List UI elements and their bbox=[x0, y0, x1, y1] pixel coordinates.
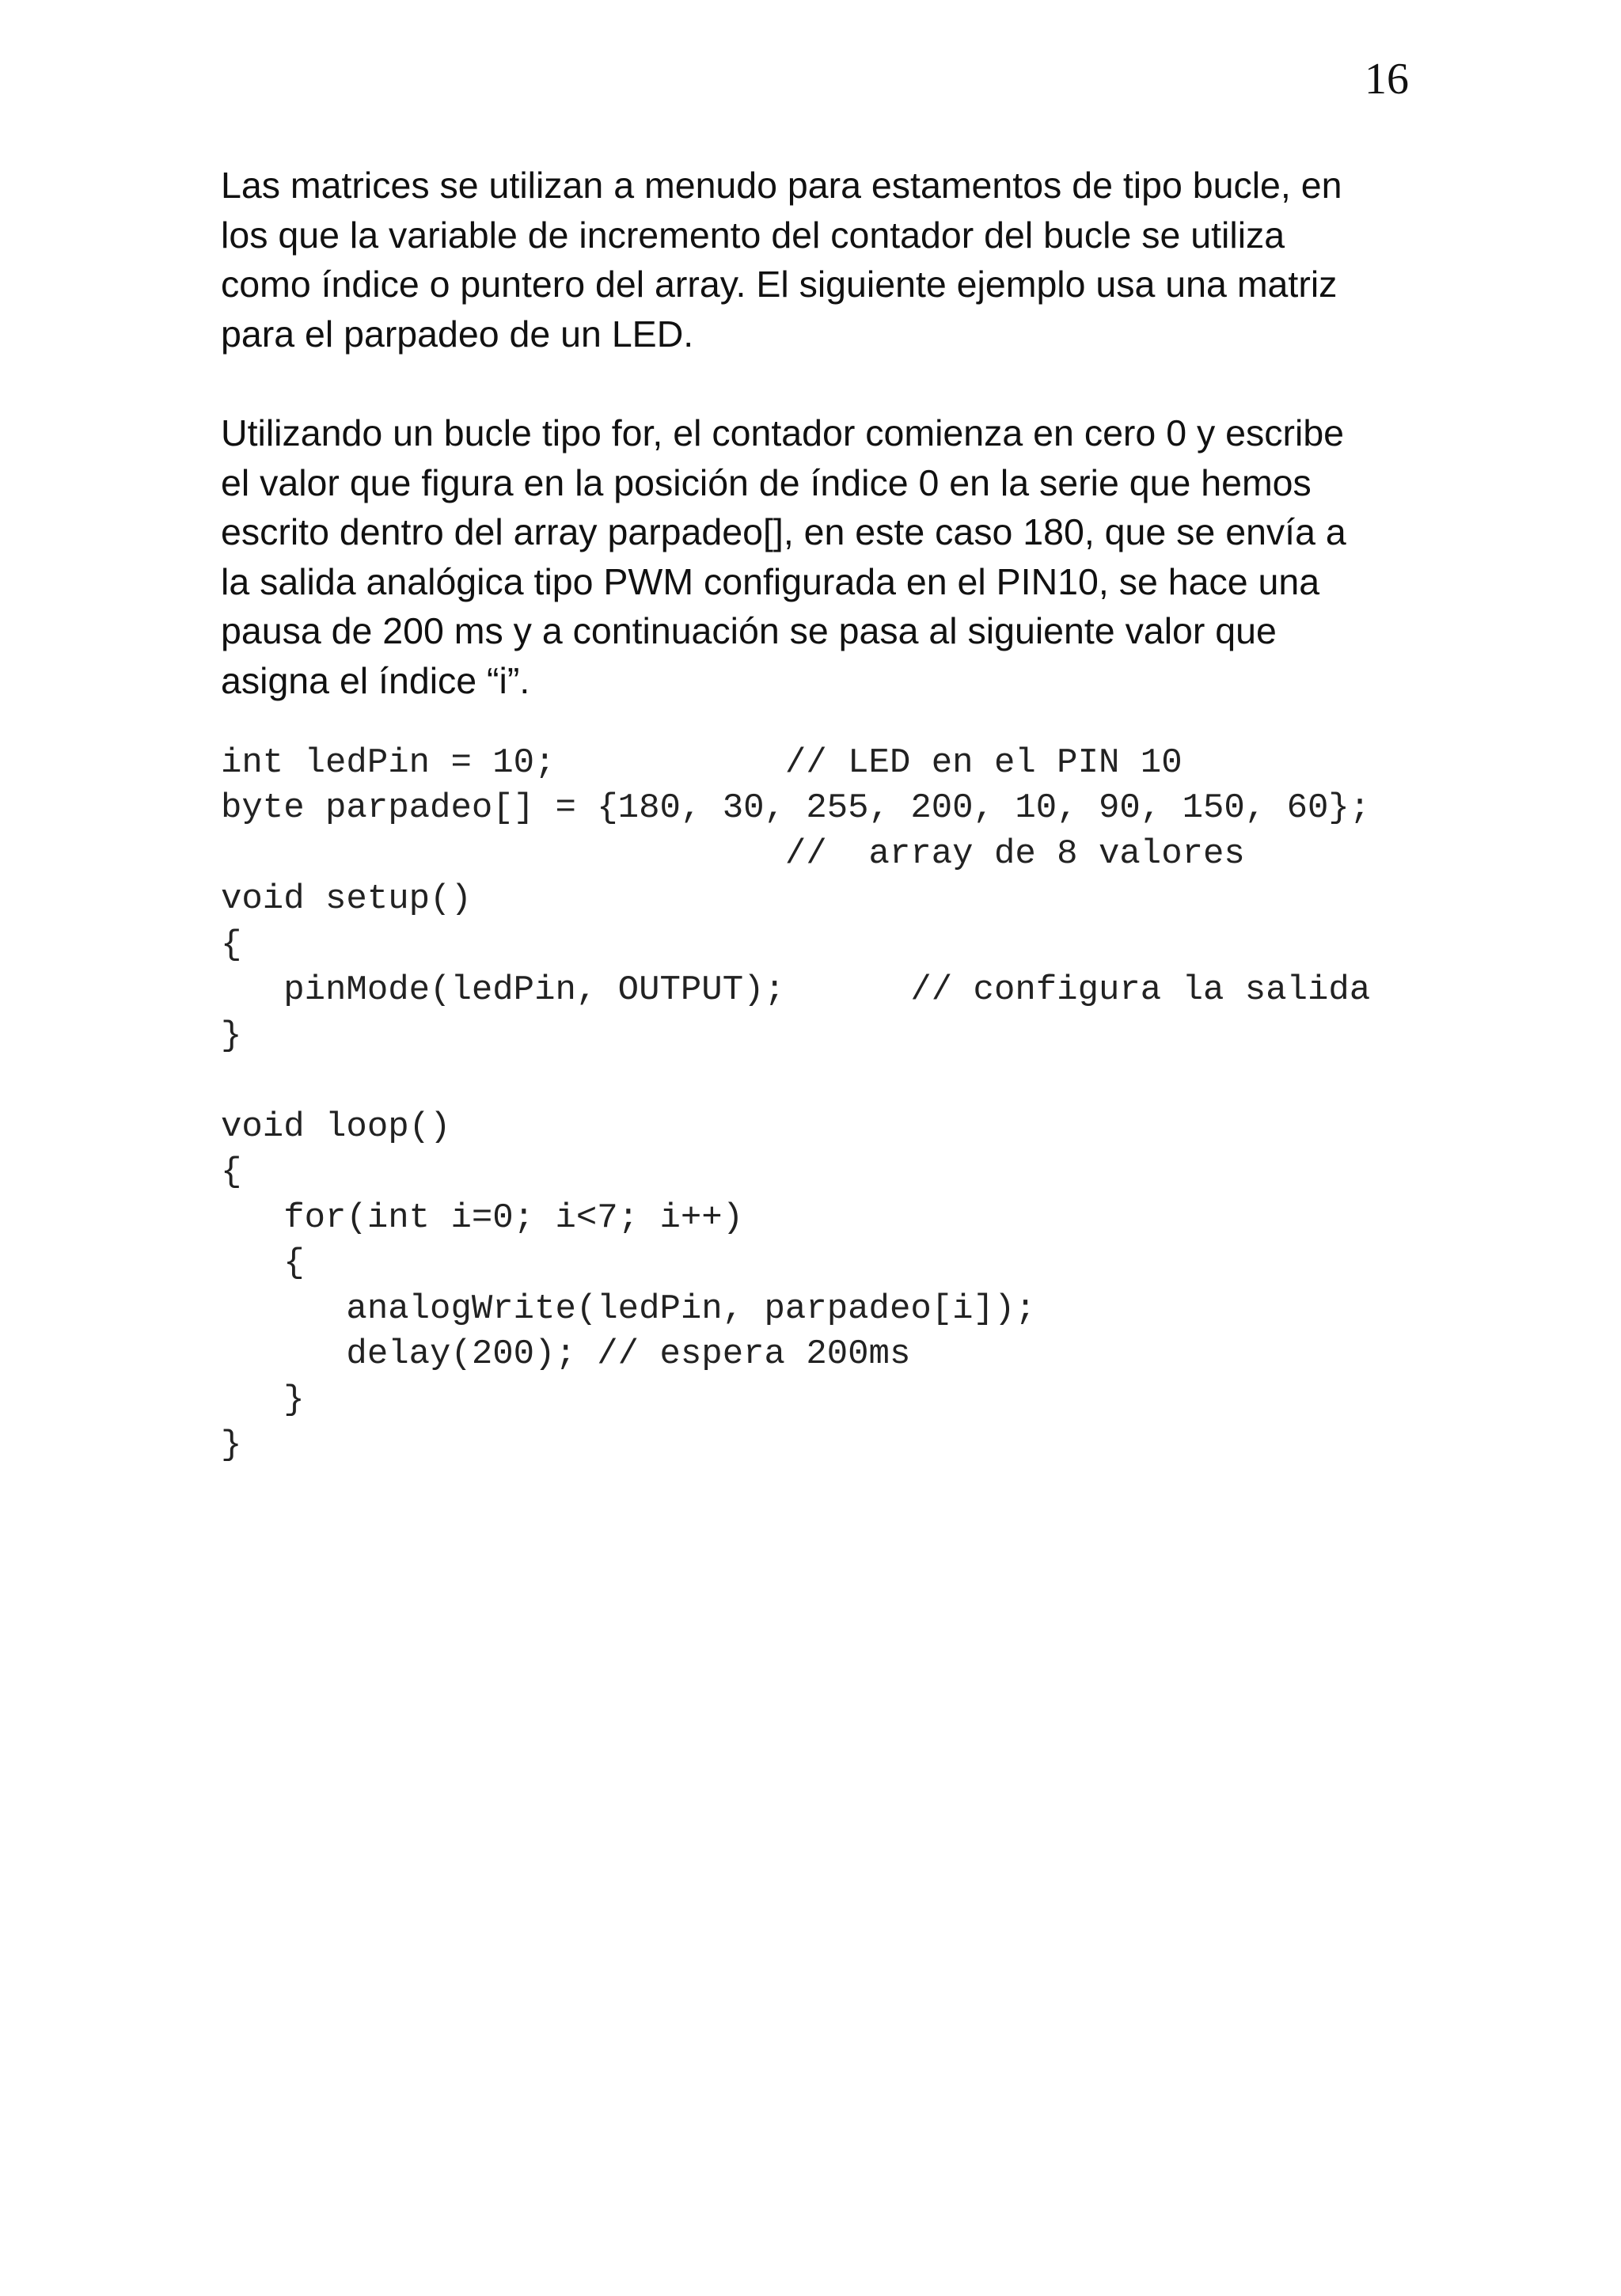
text-line: escrito dentro del array parpadeo[], en este caso 180, que se envía a bbox=[221, 511, 1346, 553]
text-line: los que la variable de incremento del contador del bucle se utiliza bbox=[221, 214, 1285, 256]
page-number: 16 bbox=[1365, 55, 1409, 104]
code-line: void setup() bbox=[221, 879, 472, 920]
code-line: for(int i=0; i<7; i++) bbox=[221, 1197, 744, 1238]
text-line: Las matrices se utilizan a menudo para estamentos de tipo bucle, en bbox=[221, 165, 1342, 206]
text-line: como índice o puntero del array. El siguiente ejemplo usa una matriz bbox=[221, 264, 1338, 306]
code-line: } bbox=[221, 1425, 242, 1466]
paragraph-matrices-intro bbox=[221, 161, 1424, 359]
code-line: } bbox=[221, 1015, 242, 1056]
paragraph-for-loop-explanation bbox=[221, 408, 1424, 706]
code-line: pinMode(ledPin, OUTPUT); // configura la salida bbox=[221, 970, 1371, 1011]
code-line: analogWrite(ledPin, parpadeo[i]); bbox=[221, 1288, 1036, 1329]
text-line: la salida analógica tipo PWM configurada en el PIN10, se hace una bbox=[221, 560, 1320, 602]
code-line: int ledPin = 10; // LED en el PIN 10 bbox=[221, 742, 1183, 783]
text-line: asigna el índice “i”. bbox=[221, 659, 530, 701]
code-line: { bbox=[221, 1243, 305, 1284]
code-line: // array de 8 valores bbox=[221, 833, 1245, 874]
code-line: { bbox=[221, 1152, 242, 1193]
code-line: void loop() bbox=[221, 1106, 451, 1147]
code-line: { bbox=[221, 924, 242, 965]
code-line bbox=[221, 1059, 1424, 1105]
code-line: delay(200); // espera 200ms bbox=[221, 1334, 911, 1375]
page-content bbox=[221, 161, 1424, 1469]
text-line: pausa de 200 ms y a continuación se pasa al siguiente valor que bbox=[221, 610, 1277, 652]
text-line: Utilizando un bucle tipo for, el contador comienza en cero 0 y escribe bbox=[221, 412, 1345, 454]
text-line: el valor que figura en la posición de índice 0 en la serie que hemos bbox=[221, 461, 1312, 503]
code-listing bbox=[221, 741, 1424, 1469]
paragraph-spacer bbox=[221, 359, 1424, 408]
code-line: } bbox=[221, 1379, 305, 1420]
text-line: para el parpadeo de un LED. bbox=[221, 313, 694, 355]
code-line: byte parpadeo[] = {180, 30, 255, 200, 10, 90, 150, 60}; bbox=[221, 788, 1371, 829]
